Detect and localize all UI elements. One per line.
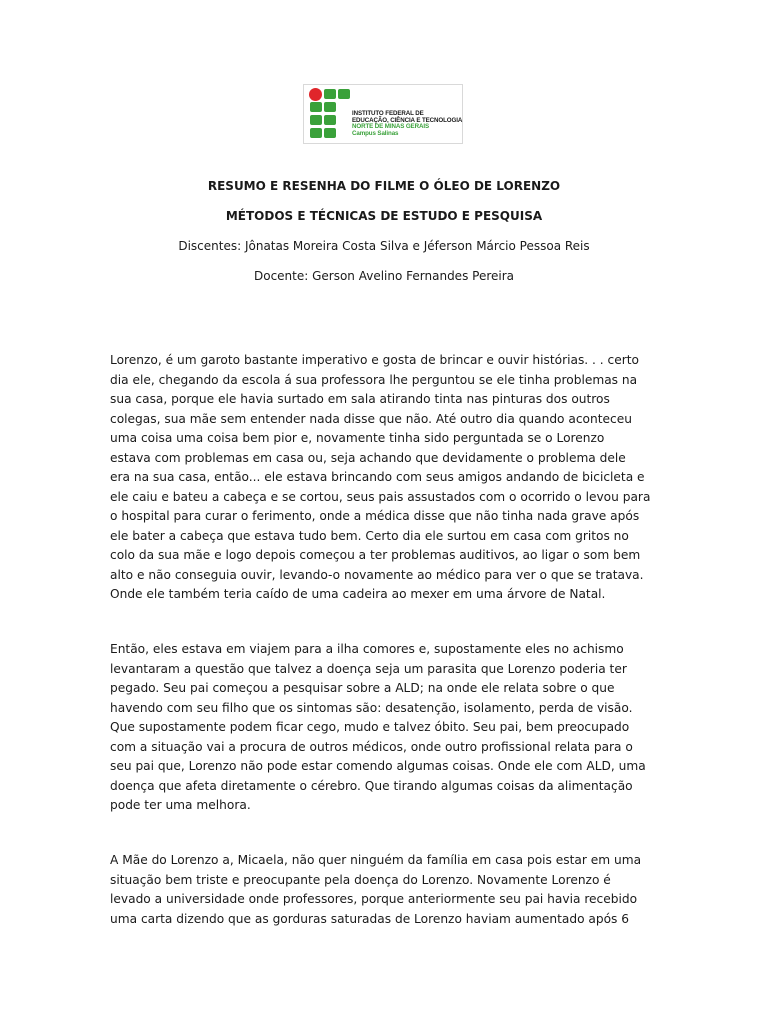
text-line: Que supostamente podem ficar cego, mudo e talvez óbito. Seu pai, bem preocupado [110,720,630,734]
text-line: levantaram a questão que talvez a doença seja um parasita que Lorenzo poderia ter [110,661,627,676]
text-line: sua casa, porque ele havia surtado em sala atirando tinta nas pinturas dos outros [110,392,610,406]
logo-square [324,115,336,125]
institution-logo [303,84,463,144]
text-line: pode ter uma melhora. [110,798,251,812]
text-line: Onde ele também teria caído de uma cadeira ao mexer em uma árvore de Natal. [110,587,606,601]
text-line: Lorenzo, é um garoto bastante imperativo e gosta de brincar e ouvir histórias. . . certo [110,353,640,367]
logo-square [310,115,322,125]
text-line: uma carta dizendo que as gorduras saturadas de Lorenzo haviam aumentado após 6 [110,911,630,926]
text-line: A Mãe do Lorenzo a, Micaela, não quer ninguém da família em casa pois estar em uma [110,853,642,867]
paragraph-3 [110,851,670,929]
text-line: estava com problemas em casa ou, seja achando que devidamente o problema dele [110,450,626,465]
logo-square [324,128,336,138]
text-line: seu pai que, Lorenzo não pode estar comendo algumas coisas. Onde ele com ALD, uma [110,759,646,773]
document-subtitle: MÉTODOS E TÉCNICAS DE ESTUDO E PESQUISA [225,209,543,223]
text-line: dia ele, chegando da escola á sua professora lhe perguntou se ele tinha problemas na [110,372,638,387]
logo-square [338,89,350,99]
text-line: ele bater a cabeça que estava tudo bem. Certo dia ele surtou em casa com gritos no [110,528,629,543]
text-line: pegado. Seu pai começou a pesquisar sobre a ALD; na onde ele relata sobre o que [110,681,615,695]
text-line: colo da sua mãe e logo depois começou a ter problemas auditivos, ao ligar o som bem [110,548,641,562]
text-line: colegas, sua mãe sem entender nada disse que não. Até outro dia quando aconteceu [110,411,632,426]
logo-line-1: INSTITUTO FEDERAL DE [352,110,424,117]
logo-text [352,111,462,137]
logo-line-4: Campus Salinas [352,129,399,137]
logo-square [310,128,322,138]
paragraph-1 [110,351,670,605]
logo-line-3: NORTE DE MINAS GERAIS [352,123,429,131]
text-line: alto e não conseguia ouvir, levando-o novamente ao médico para ver o que se tratava. [110,567,644,582]
logo-square [324,89,336,99]
text-line: uma coisa uma coisa bem pior e, novamente tinha sido perguntada se o Lorenzo [110,431,605,445]
text-line: Então, eles estava em viajem para a ilha comores e, supostamente eles no achismo [110,642,624,656]
text-line: doença que afeta diretamente o cérebro. Que tirando algumas coisas da alimentação [110,778,633,793]
logo-square [310,102,322,112]
text-line: levado a universidade onde professores, porque anteriormente seu pai havia recebido [110,892,638,906]
teacher-line: Docente: Gerson Avelino Fernandes Pereira [253,269,514,283]
paragraph-2 [110,640,670,816]
text-line: havendo com seu filho que os sintomas são: desatenção, isolamento, perda de visão. [110,700,633,715]
logo-line-2: EDUCAÇÃO, CIÊNCIA E TECNOLOGIA [352,116,463,124]
text-line: ele caiu e bateu a cabeça e se cortou, seus pais assustados com o ocorrido o levou para [110,489,651,504]
text-line: com a situação vai a procura de outros médicos, onde outro profissional relata para o [110,739,633,754]
students-line: Discentes: Jônatas Moreira Costa Silva e Jéferson Márcio Pessoa Reis [178,239,590,253]
document-title: RESUMO E RESENHA DO FILME O ÓLEO DE LORENZO [207,179,561,193]
logo-red-dot [309,88,322,101]
text-line: situação bem triste e preocupante pela doença do Lorenzo. Novamente Lorenzo é [110,872,611,887]
text-line: o hospital para curar o ferimento, onde a médica disse que não tinha nada grave após [110,509,640,523]
text-line: era na sua casa, então... ele estava brincando com seus amigos andando de bicicleta e [110,470,645,484]
logo-square [324,102,336,112]
